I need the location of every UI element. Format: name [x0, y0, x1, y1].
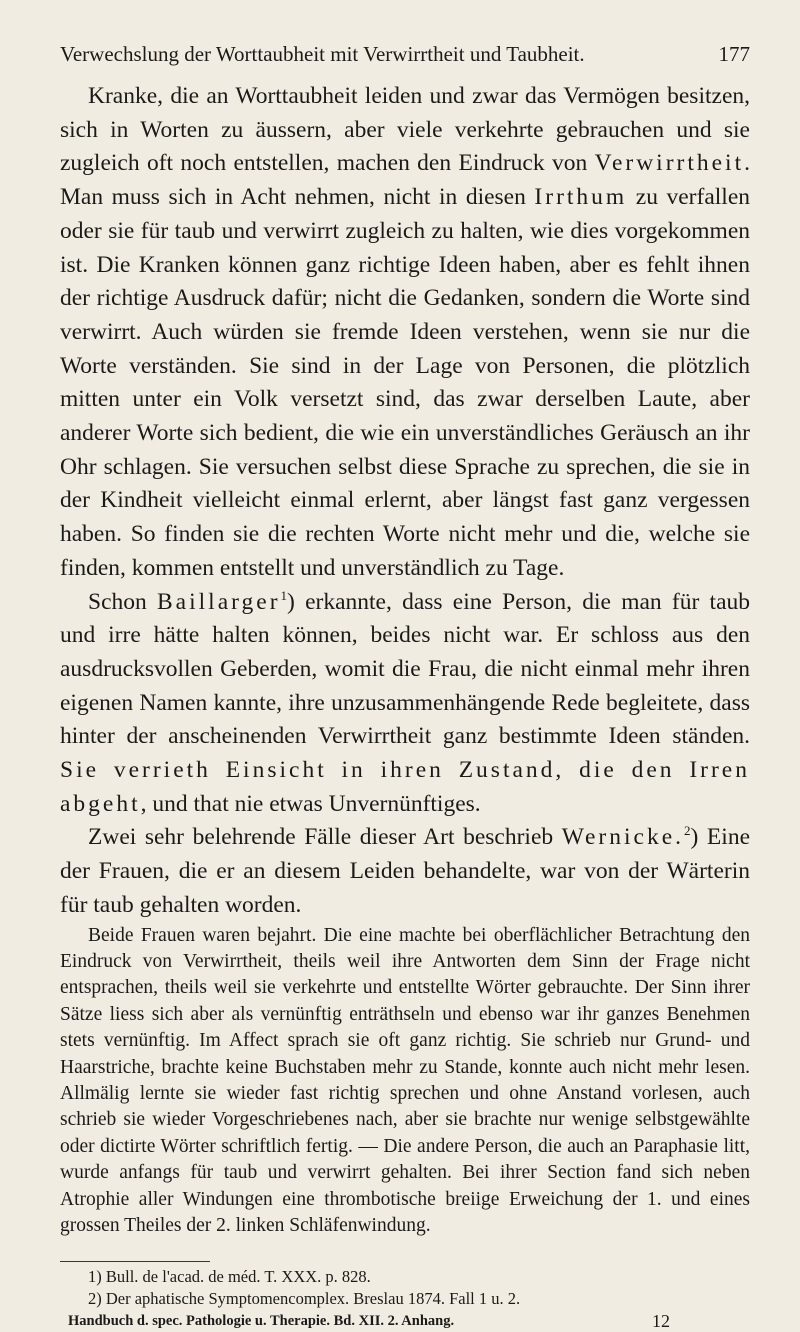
text-run: ) Eine der Frauen, die er an diesem Leiden behandelte, war von der Wärterin für taub gehalten worden. — [60, 824, 750, 918]
text-run: , und that nie etwas Unvernünftiges. — [140, 790, 481, 817]
footnote-1: 1) Bull. de l'acad. de méd. T. XXX. p. 828. — [88, 1267, 371, 1287]
text-run: Zwei sehr belehrende Fälle dieser Art beschrieb — [88, 824, 562, 851]
paragraph-1 — [60, 80, 750, 586]
running-title: Verwechslung der Worttaubheit mit Verwirrtheit und Taubheit. — [60, 42, 585, 66]
page-header — [60, 40, 750, 68]
small-paragraph: Beide Frauen waren bejahrt. Die eine machte bei oberflächlicher Betrachtung den Eindruck von Verwirrtheit, theils weil ihre Antworten dem Sinn der Frage nicht entsprachen, theils weil sie verkehrte und entstellte Wörter gebrauchte. Der Sinn ihrer Sätze liess sich aber als vernünftig enträthseln und ebenso war ihr ganzes Benehmen stets vernünftig. Im Affect sprach sie oft ganz richtig. Sie schrieb nur Grund- und Haarstriche, brachte keine Buchstaben mehr zu Stande, konnte auch nicht mehr lesen. Allmälig lernte sie wieder fast richtig sprechen und ohne Anstand vorlesen, auch schrieb sie wieder Vorgeschriebenes nach, aber sie brachte nur wenige selbstgewählte oder dictirte Wörter schriftlich fertig. — Die andere Person, die auch an Paraphasie litt, wurde anfangs für taub und verwirrt gehalten. Bei ihrer Section fand sich neben Atrophie aller Windungen eine thrombotische breiige Erweichung der 1. und eines grossen Theiles der 2. linken Schläfenwindung. — [60, 924, 750, 1237]
text-run: Kranke, die an Worttaubheit leiden und zwar das Vermögen besitzen, sich in Worten zu äussern, aber viele verkehrte gebrauchen und sie zugleich oft noch entstellen, machen den Eindruck von — [60, 83, 750, 177]
footnote-ref-2: 2 — [684, 823, 691, 839]
book-page — [60, 40, 750, 1332]
imprint: Handbuch d. spec. Pathologie u. Therapie. Bd. XII. 2. Anhang. — [68, 1313, 455, 1330]
main-text — [60, 80, 750, 923]
emphasis-verwirrtheit: Verwirrtheit — [594, 150, 745, 177]
emphasis-irrthum: Irrthum — [534, 184, 628, 211]
text-run: Schon — [88, 588, 157, 615]
signature-mark: 12 — [652, 1311, 670, 1332]
footnote-ref-1: 1 — [280, 587, 288, 603]
emphasis-einsicht: Sie verrieth Einsicht in ihren Zustand, die den Irren abgeht — [60, 757, 750, 817]
page-number: 177 — [718, 42, 750, 66]
paragraph-2 — [60, 586, 750, 822]
text-run: . Man muss sich in Acht nehmen, nicht in diesen — [60, 150, 750, 211]
footnote-2: 2) Der aphatische Symptomencomplex. Breslau 1874. Fall 1 u. 2. — [88, 1289, 521, 1309]
footnote-divider — [60, 1261, 210, 1262]
footnotes — [60, 1266, 750, 1310]
text-run: ) erkannte, dass eine Person, die man für taub und irre hätte halten können, beides nicht war. Er schloss aus den ausdrucksvollen Geberden, womit die Frau, die nicht einmal mehr ihren eigenen Namen kannte, ihre unzusammenhängende Rede begleitete, dass hinter der anscheinenden Verwirrtheit ganz bestimmte Ideen ständen. — [60, 588, 751, 750]
author-baillarger: Baillarger — [157, 588, 281, 615]
paragraph-3 — [60, 821, 750, 922]
case-description — [60, 923, 750, 1240]
author-wernicke: Wernicke. — [561, 824, 685, 851]
text-run: zu verfallen oder sie für taub und verwirrt zugleich zu halten, wie dies vorgekommen ist. Die Kranken können ganz richtige Ideen haben, aber es fehlt ihnen der richtige Ausdruck dafür; nicht die Gedanken, sondern die Worte sind verwirrt. Auch würden sie fremde Ideen verstehen, wenn sie nur die Worte verständen. Sie sind in der Lage von Personen, die plötzlich mitten unter ein Volk versetzt sind, das zwar derselben Laute, aber anderer Worte sich bedient, die wie ein unverständliches Geräusch an ihr Ohr schlagen. Sie versuchen selbst diese Sprache zu sprechen, die sie in der Kindheit vielleicht einmal erlernt, aber längst fast ganz vergessen haben. So finden sie die rechten Worte nicht mehr und die, welche sie finden, kommen entstellt und unverständlich zu Tage. — [60, 184, 750, 581]
printer-line — [60, 1310, 750, 1332]
